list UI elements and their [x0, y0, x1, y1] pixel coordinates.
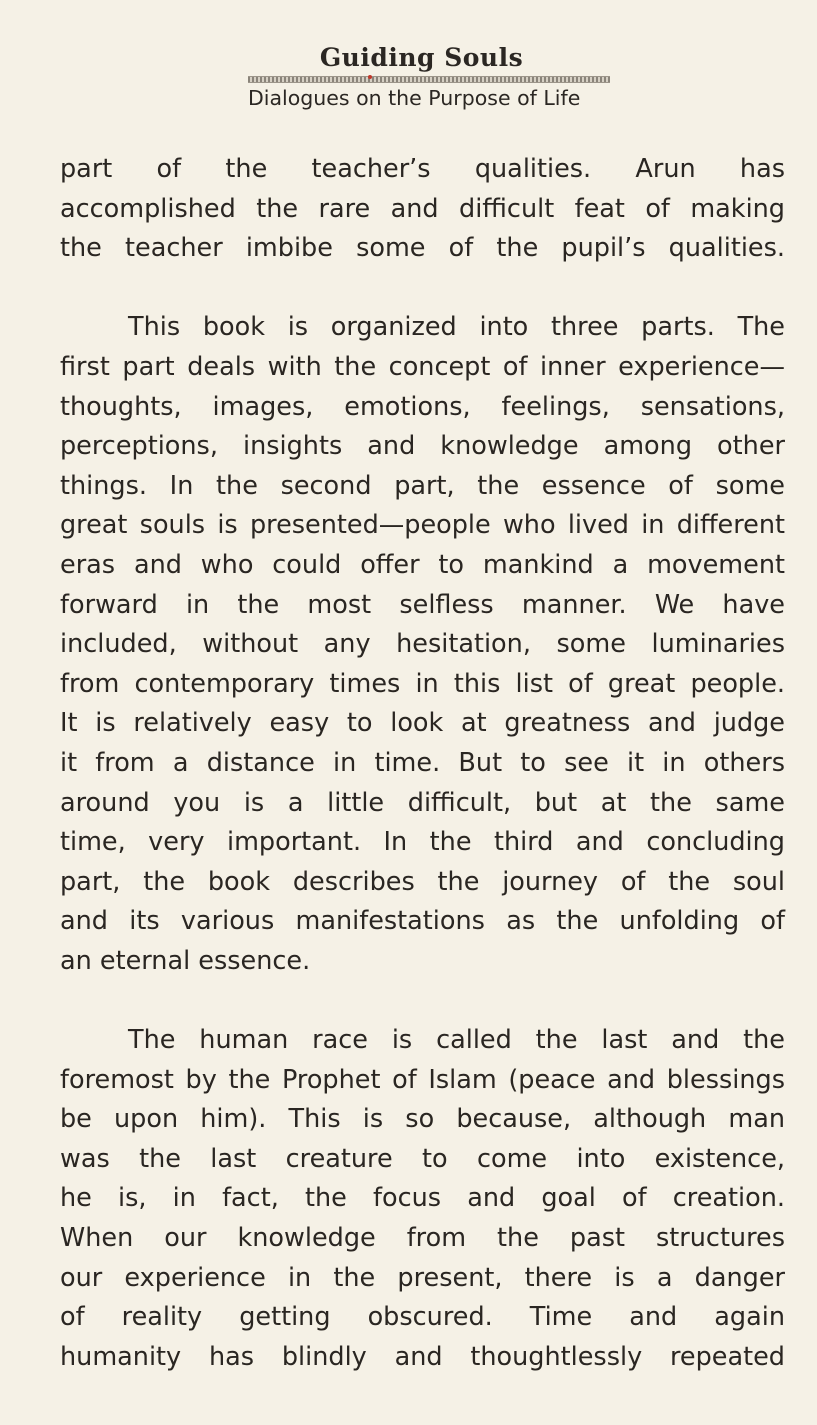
paragraph-1 [60, 150, 785, 269]
paragraph-2-line: perceptions, insights and knowledge among other [60, 431, 785, 462]
paragraph-1-line: part of the teacher’s qualities. Arun has [60, 154, 785, 184]
paragraph-2-line: great souls is presented—people who lived in different [60, 510, 785, 541]
paragraph-2-line: it from a distance in time. But to see it in others [60, 747, 785, 778]
paragraph-2 [60, 308, 785, 981]
book-subtitle: Dialogues on the Purpose of Life [248, 86, 581, 110]
paragraph-2-line: This book is organized into three parts. The [128, 312, 785, 343]
paragraph-2-line: time, very important. In the third and concluding [60, 827, 785, 858]
paragraph-2-line: things. In the second part, the essence of some [60, 470, 785, 501]
paragraph-2-line: included, without any hesitation, some luminaries [60, 629, 785, 660]
paragraph-1-line: accomplished the rare and difficult feat of making [60, 193, 785, 224]
paragraph-3-line: humanity has blindly and thoughtlessly repeated [60, 1341, 785, 1372]
paragraph-1-line: the teacher imbibe some of the pupil’s qualities. [60, 233, 785, 264]
paragraph-2-line: and its various manifestations as the unfolding of [60, 906, 785, 937]
paragraph-2-line: forward in the most selfless manner. We have [60, 589, 785, 620]
paragraph-2-line: thoughts, images, emotions, feelings, sensations, [60, 391, 785, 422]
paragraph-3-line: he is, in fact, the focus and goal of creation. [60, 1183, 785, 1214]
paragraph-3-line: was the last creature to come into existence, [60, 1143, 785, 1174]
header-rule-dot [368, 75, 372, 79]
paragraph-3-line: foremost by the Prophet of Islam (peace and blessings [60, 1064, 785, 1095]
paragraph-3 [60, 1021, 785, 1377]
paragraph-2-line: from contemporary times in this list of great people. [60, 668, 785, 699]
header-rule [248, 76, 610, 83]
running-header [248, 42, 613, 113]
body-text [60, 150, 785, 1377]
paragraph-2-line: It is relatively easy to look at greatness and judge [60, 708, 785, 739]
paragraph-2-line: around you is a little difficult, but at the same [60, 787, 785, 818]
paragraph-3-line: The human race is called the last and the [128, 1025, 785, 1056]
book-title: Guiding Souls [319, 43, 524, 72]
paragraph-2-line: eras and who could offer to mankind a movement [60, 549, 785, 580]
paragraph-2-line: an eternal essence. [60, 945, 311, 976]
paragraph-2-line: part, the book describes the journey of the soul [60, 866, 785, 897]
paragraph-3-line: our experience in the present, there is a danger [60, 1262, 785, 1293]
paragraph-2-line: first part deals with the concept of inner experience— [60, 351, 785, 382]
paragraph-3-line: of reality getting obscured. Time and again [60, 1302, 785, 1333]
paragraph-3-line: When our knowledge from the past structures [60, 1223, 785, 1254]
paragraph-3-line: be upon him). This is so because, although man [60, 1104, 785, 1135]
